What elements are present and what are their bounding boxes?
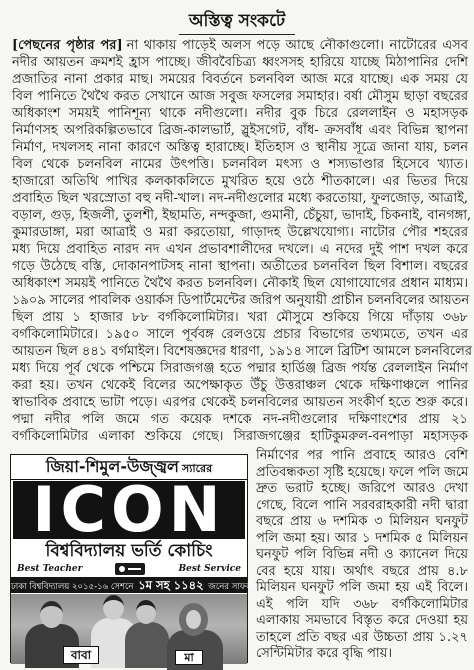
article-line: করা হয়। তখন থেকেই বিলের অপেক্ষাকৃত উঁচু উত্তরাঞ্চল থেকে দক্ষিণাঞ্চলে পানির bbox=[12, 378, 468, 393]
article-line: পলি জমা হয়। আর ১ দশমিক ৫ মিলিয়ন bbox=[256, 530, 468, 546]
person-father-head bbox=[40, 601, 63, 628]
article-line: বর্গকিলোমিটার এলাকা শুকিয়ে গেছে। সিরাজগঞ্জের হাটিকুমরুল-বনপাড়া মহাসড়ক bbox=[12, 429, 468, 444]
ad-brand-logo: ICON bbox=[13, 481, 245, 539]
article-line: নির্মাণসহ অপরিকল্পিতভাবে ব্রিজ-কালভার্ট, স্লুইসগেট, বাঁধ- ক্রসবাঁধ এবং বিভিন্ন স্থাপনা bbox=[12, 123, 468, 138]
article-line: বিল পানিতে থৈথৈ করত সেখানে আজ সবুজ ফসলের সমাহার। বর্ষা মৌসুম ছাড়া বছরের bbox=[12, 89, 468, 104]
article-line: নির্মাণের পর পানি প্রবাহে আরও বেশি bbox=[256, 448, 468, 463]
article-line: মধ্য দিয়ে পূর্ব থেকে পশ্চিমে সিরাজগঞ্জ হতে পদ্মার হার্ডিঞ্জ ব্রিজ পর্যন্ত রেললাইন নির্মাণ bbox=[12, 361, 468, 376]
article-line: বড়াল, গুড়, হিজলী, তুলশী, ইছামতি, নন্দকুজা, গুমানী, চেঁচুয়া, ভাদাই, চিকনাই, বানগঙ্গা, bbox=[12, 208, 472, 223]
article-line: পদ্মা নদীর পলি জমে গত কয়েক দশকে নদ-নদীগুলোর দক্ষিণাংশের প্রায় ২১ bbox=[12, 412, 468, 427]
person-son-head bbox=[136, 600, 156, 624]
article-body bbox=[12, 37, 472, 445]
ad-tagline-row bbox=[15, 562, 243, 576]
ad-result-strip bbox=[11, 577, 255, 593]
article-line: দ্রুত ভরাট হচ্ছে। জরিপে আরও দেখা bbox=[256, 481, 468, 496]
photo-label-father: বাবা bbox=[63, 646, 99, 664]
article-line: সেন্টিমিটার করে বৃদ্ধি পায়। bbox=[256, 646, 393, 661]
person-son-head bbox=[103, 595, 124, 620]
article-line: এলাকায় সমভাবে বিস্তৃত করে দেওয়া হয় bbox=[256, 613, 468, 628]
ad-result-suffix: জনের সাফল্য bbox=[208, 582, 255, 592]
article-line: মিলিয়ন ঘনফুট পলি জমা হয় এই বিলে। bbox=[256, 580, 468, 595]
article-line: হাজারো অতিথি পাখির কলকাকলিতে মুখরিত হয়ে ওঠে শীতকালে। এর ভিতর দিয়ে bbox=[12, 174, 468, 189]
article-line: নির্মাণ, দখলসহ নানা কারণে অস্তিত্ব হারাচ্ছে। ইতিহাস ও স্থানীয় সূত্রে জানা যায়, চলন bbox=[12, 140, 468, 155]
article-line: গড়ে উঠেছে বস্তি, দোকানপাটসহ নানা স্থাপনা। অতীতের চলনবিল ছিল বিশাল। বছরের bbox=[12, 259, 468, 274]
article-line: বের হয়ে যায়। অর্থাৎ বছরে প্রায় ৪.৮ bbox=[256, 563, 468, 579]
article-line: অধিকাংশ সময়ই পানিতে থৈথৈ করত চলনবিল। নৌকাই ছিল যোগাযোগের প্রধান মাধ্যম। bbox=[12, 276, 468, 291]
article-line-first bbox=[12, 37, 468, 54]
article-line: বিল থেকে চলনবিল নামের উৎপত্তি। চলনবিল মৎস্য ও শস্যভাণ্ডার হিসেবে খ্যাত। bbox=[12, 157, 468, 172]
article-line: ছিল প্রায় ১ হাজার ৮৮ বর্গকিলোমিটার। খরা মৌসুমে শুকিয়ে গিয়ে দাঁড়ায় ৩৬৮ bbox=[12, 310, 468, 325]
brand-logo-icon bbox=[115, 563, 145, 575]
article-line: এই পলি যদি ৩৬৮ বর্গকিলোমিটার bbox=[256, 596, 468, 612]
headline-text: অস্তিত্ব সংকটে bbox=[179, 9, 295, 35]
ad-teacher-suffix: স্যারের bbox=[181, 462, 213, 475]
article-line: প্রবাহিত ছিল খরস্রোতা বহু নদী-খাল। নদ-নদীগুলোর মধ্যে করতোয়া, ফুলজোড়, আত্রাই, bbox=[12, 191, 468, 206]
article-line: তাহলে প্রতি বছর এর উচ্চতা প্রায় ১.২৭ bbox=[256, 629, 468, 645]
article-line: ঘনফুট পলি বিভিন্ন নদী ও ক্যানেল দিয়ে bbox=[256, 547, 468, 562]
article-body-column bbox=[256, 448, 468, 663]
person-mother-face bbox=[186, 610, 201, 629]
article-line: অধিকাংশ সময়ই পানিশূন্য থাকে নদীগুলো। নদীর বুক চিরে রেললাইন ও মহাসড়ক bbox=[12, 106, 468, 121]
article-line: প্রতিবন্ধকতা সৃষ্টি হয়েছে। ফলে পলি জমে bbox=[256, 464, 469, 480]
person-son-body bbox=[125, 622, 169, 668]
article-line: আয়তন ছিল ৪৪১ বর্গমাইল। বিশেষজ্ঞদের ধারণা, ১৯১৪ সালে ব্রিটিশ আমলে চলনবিলের bbox=[12, 344, 472, 359]
ad-tag-best-teacher: Best Teacher bbox=[17, 564, 83, 574]
photo-label-mother: মা bbox=[175, 650, 203, 665]
article-line: গেছে, বিলে পানি সরবরাহকারী নদী দ্বারা bbox=[256, 497, 468, 513]
ad-teacher-names: জিয়া-শিমুল-উজ্জ্বল bbox=[45, 457, 179, 476]
article-line: নদীর আয়তন ক্রমশই হ্রাস পাচ্ছে। জীববৈচিত্র্য ধ্বংসসহ হারিয়ে যাচ্ছে মিঠাপানির দেশি bbox=[12, 55, 468, 70]
ad-result-highlight: ১ম সহ ১১৪২ bbox=[138, 578, 204, 592]
ad-family-photo bbox=[11, 594, 247, 664]
ad-subtitle: বিশ্ববিদ্যালয় ভর্তি কোচিং bbox=[45, 541, 213, 561]
article-line: প্রজাতির নানা প্রকার মাছ। সময়ের বিবর্তনে চলনবিল আজ মরে যাচ্ছে। এক সময় যে bbox=[12, 72, 468, 87]
article-line: বছরে প্রায় ৬ দশমিক ৩ মিলিয়ন ঘনফুট bbox=[256, 514, 468, 529]
ad-result-prefix: ঢাকা বিশ্ববিদ্যালয় ২০১৫-১৬ সেশনে bbox=[11, 582, 134, 592]
article-line: স্বাভাবিক প্রবাহে ভাটা পড়ে। এরপর থেকেই চলনবিলের আয়তন সংকীর্ণ হতে শুরু করে। bbox=[12, 395, 468, 410]
article-line: কুমারডাঙ্গা, মরা আত্রাই ও মরা করতোয়া, গাড়াদহ উল্লেখযোগ্য। নাটোর পৌর শহরের bbox=[12, 225, 468, 240]
coaching-advertisement bbox=[10, 454, 255, 664]
article-line-text: না থাকায় পাড়েই অলস পড়ে আছে নৌকাগুলো। নাটোরের এসব bbox=[126, 38, 469, 53]
article-line: ১৯০৯ সালের পাবলিক ওয়ার্কস ডিপার্টমেন্টের জরিপ অনুযায়ী প্রাচীন চলনবিলের আয়তন bbox=[12, 293, 470, 308]
ad-tag-best-service: Best Service bbox=[178, 564, 241, 574]
article-line: বর্গকিলোমিটারে। ১৯৫০ সালে পূর্ববঙ্গ রেলওয়ে প্রচার বিভাগের তথ্যমতে, তখন এর bbox=[12, 327, 468, 342]
article-line: মধ্য দিয়ে প্রবাহিত নারদ নদ এখন প্রভাবশালীদের দখলে। এ নদের দুই পাশ দখল করে bbox=[12, 242, 468, 257]
article-headline bbox=[0, 9, 474, 35]
continued-from-label: [পেছনের পৃষ্ঠার পর] bbox=[12, 38, 123, 53]
